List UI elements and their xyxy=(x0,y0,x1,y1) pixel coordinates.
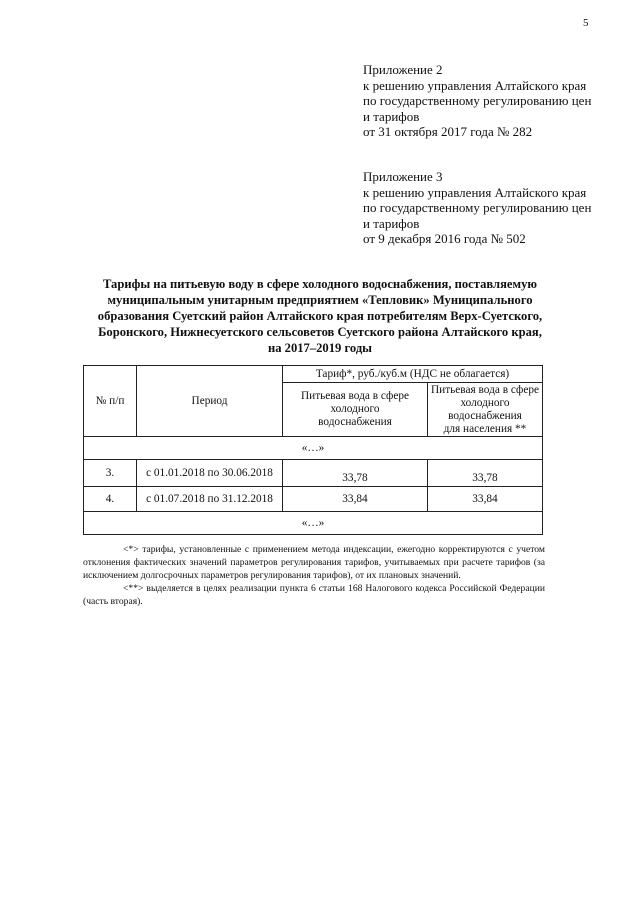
tariff-table xyxy=(83,365,543,535)
document-title xyxy=(84,276,556,356)
appendix-2-block xyxy=(363,62,633,140)
ellipsis-cell: «…» xyxy=(84,512,543,535)
header-b-line: Питьевая вода в сфере xyxy=(431,383,539,396)
appendix-2-line: к решению управления Алтайского края xyxy=(363,77,587,93)
header-drinking-water-population xyxy=(428,383,543,437)
appendix-2-line: от 31 октября 2017 года № 282 xyxy=(363,124,533,140)
table-row-ellipsis xyxy=(84,512,543,535)
table-header-row xyxy=(84,366,543,383)
title-line: на 2017–2019 годы xyxy=(267,341,373,355)
page-number: 5 xyxy=(583,17,589,29)
header-b-line: холодного водоснабжения xyxy=(448,396,522,422)
cell-period: с 01.07.2018 по 31.12.2018 xyxy=(137,487,283,512)
appendix-3-line: от 9 декабря 2016 года № 502 xyxy=(363,231,526,247)
cell-tariff-a: 33,78 xyxy=(283,460,428,487)
footnote-1: <*> тарифы, установленные с применением метода индексации, ежегодно корректируются с учетом отклонения фактических значений параметров регулирования тарифов, учитываемых при расчете тарифов (за исключением долгосрочных параметров регулирования тарифов), от их плановых значений. xyxy=(83,544,545,581)
header-drinking-water: Питьевая вода в сфере холодного водоснабжения xyxy=(283,383,428,437)
header-b-line: для населения ** xyxy=(443,422,527,435)
appendix-3-line: к решению управления Алтайского края xyxy=(363,184,587,200)
cell-tariff-b: 33,78 xyxy=(428,460,543,487)
ellipsis-cell: «…» xyxy=(84,437,543,460)
cell-tariff-a: 33,84 xyxy=(283,487,428,512)
appendix-3-line: по государственному регулированию цен xyxy=(363,200,592,216)
title-line: образования Суетский район Алтайского края потребителям Верх-Суетского, xyxy=(97,309,543,323)
appendix-2-line: и тарифов xyxy=(363,108,420,124)
table-row xyxy=(84,487,543,512)
table-row xyxy=(84,460,543,487)
title-line: Тарифы на питьевую воду в сфере холодного водоснабжения, поставляемую xyxy=(102,277,538,291)
appendix-2-line: по государственному регулированию цен xyxy=(363,93,592,109)
header-tariff: Тариф*, руб./куб.м (НДС не облагается) xyxy=(283,366,543,383)
appendix-3-line: и тарифов xyxy=(363,215,420,231)
cell-tariff-b: 33,84 xyxy=(428,487,543,512)
title-line: Боронского, Нижнесуетского сельсоветов Суетского района Алтайского края, xyxy=(98,325,542,339)
title-line: муниципальным унитарным предприятием «Тепловик» Муниципального xyxy=(107,293,533,307)
appendix-2-line: Приложение 2 xyxy=(363,62,443,77)
appendix-3-block xyxy=(363,169,633,247)
header-number: № п/п xyxy=(84,366,137,437)
footnotes xyxy=(83,543,545,608)
appendix-3-line: Приложение 3 xyxy=(363,169,443,184)
cell-number: 4. xyxy=(84,487,137,512)
header-period: Период xyxy=(137,366,283,437)
table-row-ellipsis xyxy=(84,437,543,460)
cell-number: 3. xyxy=(84,460,137,487)
cell-period: с 01.01.2018 по 30.06.2018 xyxy=(137,460,283,487)
footnote-2: <**> выделяется в целях реализации пункта 6 статьи 168 Налогового кодекса Российской Федерации (часть вторая). xyxy=(83,583,545,607)
